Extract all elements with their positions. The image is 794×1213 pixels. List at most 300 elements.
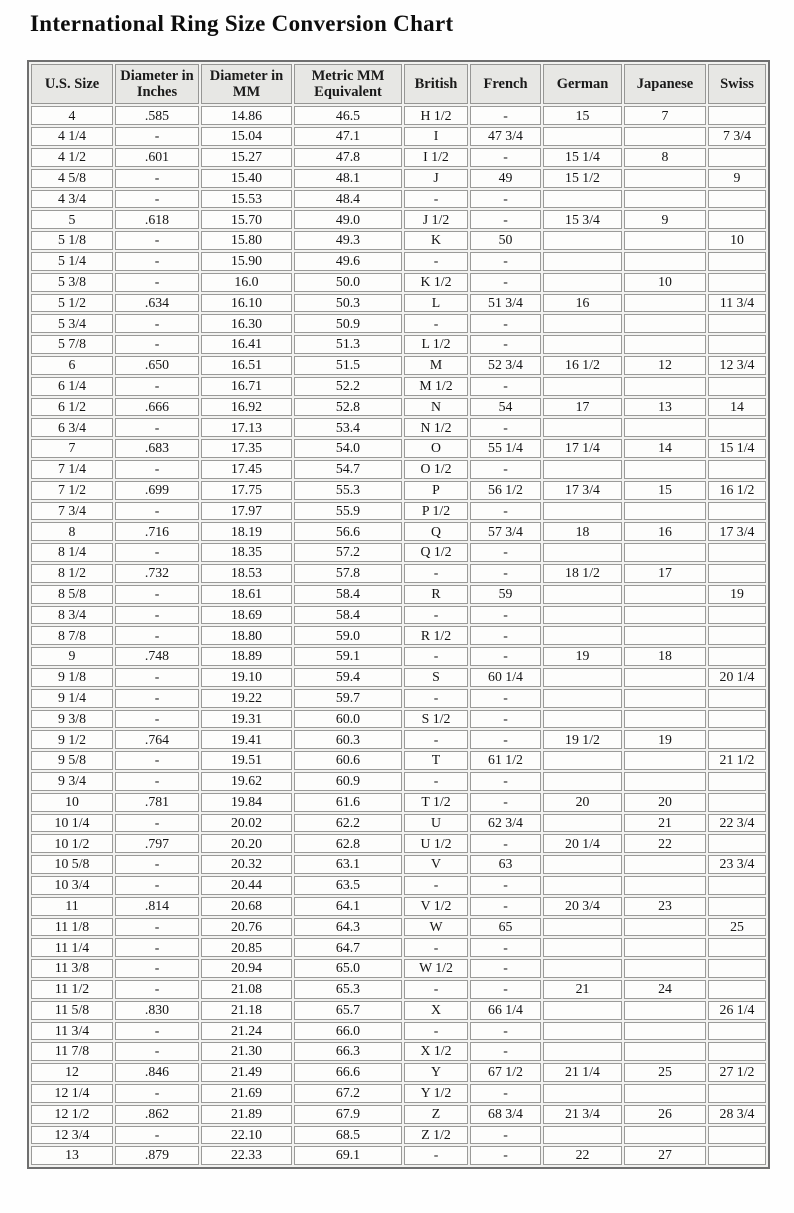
table-row <box>31 834 766 853</box>
table-cell: 19.10 <box>201 668 292 687</box>
table-row <box>31 897 766 916</box>
table-cell: 15.40 <box>201 169 292 188</box>
table-cell: - <box>470 210 541 229</box>
table-cell: - <box>470 1146 541 1165</box>
table-cell: Y <box>404 1063 468 1082</box>
table-row <box>31 190 766 209</box>
table-cell: 11 7/8 <box>31 1042 113 1061</box>
table-cell: 52.8 <box>294 398 402 417</box>
table-cell <box>624 252 706 271</box>
table-cell: 58.4 <box>294 606 402 625</box>
table-cell: T <box>404 751 468 770</box>
table-cell: 17 <box>624 564 706 583</box>
table-cell: 19 <box>708 585 766 604</box>
table-row <box>31 814 766 833</box>
table-cell: 9 1/8 <box>31 668 113 687</box>
table-cell: 53.4 <box>294 418 402 437</box>
table-cell: X <box>404 1001 468 1020</box>
table-row <box>31 751 766 770</box>
table-cell: - <box>470 273 541 292</box>
table-cell: V 1/2 <box>404 897 468 916</box>
table-cell: 19.41 <box>201 730 292 749</box>
table-row <box>31 668 766 687</box>
table-cell <box>543 377 622 396</box>
table-cell: - <box>115 252 199 271</box>
table-cell: 6 1/4 <box>31 377 113 396</box>
table-cell: .862 <box>115 1105 199 1124</box>
table-cell: - <box>404 1146 468 1165</box>
table-cell: 49.6 <box>294 252 402 271</box>
table-cell: 19.84 <box>201 793 292 812</box>
table-cell: 12 1/4 <box>31 1084 113 1103</box>
table-cell <box>543 772 622 791</box>
table-cell: 47.1 <box>294 127 402 146</box>
table-cell: 67.2 <box>294 1084 402 1103</box>
table-cell: R 1/2 <box>404 626 468 645</box>
table-cell: - <box>115 585 199 604</box>
table-cell: 6 <box>31 356 113 375</box>
table-cell: - <box>470 314 541 333</box>
table-cell: 8 <box>624 148 706 167</box>
table-row <box>31 314 766 333</box>
table-cell <box>624 127 706 146</box>
table-cell: 16 <box>624 522 706 541</box>
table-cell: 17.45 <box>201 460 292 479</box>
table-cell: 14.86 <box>201 106 292 125</box>
table-cell: 9 <box>624 210 706 229</box>
table-cell: 21.89 <box>201 1105 292 1124</box>
table-row <box>31 335 766 354</box>
table-cell: 25 <box>624 1063 706 1082</box>
table-row <box>31 148 766 167</box>
table-cell: 64.7 <box>294 938 402 957</box>
table-cell: 7 <box>624 106 706 125</box>
table-row <box>31 1126 766 1145</box>
table-cell <box>543 876 622 895</box>
table-cell <box>708 106 766 125</box>
table-row <box>31 273 766 292</box>
table-cell <box>624 751 706 770</box>
table-cell <box>543 252 622 271</box>
table-cell: - <box>470 938 541 957</box>
table-cell: 66.3 <box>294 1042 402 1061</box>
table-cell: 19 1/2 <box>543 730 622 749</box>
table-cell: .781 <box>115 793 199 812</box>
table-cell: 60.9 <box>294 772 402 791</box>
table-cell <box>543 751 622 770</box>
table-cell: .683 <box>115 439 199 458</box>
table-cell: - <box>470 897 541 916</box>
table-cell: 51.3 <box>294 335 402 354</box>
table-cell: 12 3/4 <box>708 356 766 375</box>
table-cell: .748 <box>115 647 199 666</box>
table-cell: - <box>470 834 541 853</box>
table-cell <box>708 606 766 625</box>
table-row <box>31 106 766 125</box>
table-cell: 19.22 <box>201 689 292 708</box>
table-cell: 16.92 <box>201 398 292 417</box>
table-cell: S 1/2 <box>404 710 468 729</box>
table-cell: 20.68 <box>201 897 292 916</box>
table-cell <box>543 1084 622 1103</box>
table-cell <box>708 689 766 708</box>
table-cell: K 1/2 <box>404 273 468 292</box>
table-cell: .879 <box>115 1146 199 1165</box>
table-cell: .732 <box>115 564 199 583</box>
table-row <box>31 980 766 999</box>
table-cell: J 1/2 <box>404 210 468 229</box>
table-cell <box>543 626 622 645</box>
table-cell: - <box>115 502 199 521</box>
table-cell: U <box>404 814 468 833</box>
table-cell: - <box>115 689 199 708</box>
table-cell: - <box>470 626 541 645</box>
table-cell: 50.9 <box>294 314 402 333</box>
table-row <box>31 1001 766 1020</box>
table-cell: 57.2 <box>294 543 402 562</box>
table-cell: - <box>470 1084 541 1103</box>
table-cell: 18.80 <box>201 626 292 645</box>
table-cell: - <box>115 606 199 625</box>
table-row <box>31 1084 766 1103</box>
table-cell: 23 <box>624 897 706 916</box>
table-cell <box>624 294 706 313</box>
table-row <box>31 918 766 937</box>
table-cell <box>543 502 622 521</box>
column-header: Metric MM Equivalent <box>294 64 402 104</box>
table-cell: - <box>470 980 541 999</box>
table-cell: 15.90 <box>201 252 292 271</box>
table-cell: 27 1/2 <box>708 1063 766 1082</box>
table-cell: - <box>115 231 199 250</box>
table-cell: 18.69 <box>201 606 292 625</box>
table-cell: 46.5 <box>294 106 402 125</box>
table-cell: 50.0 <box>294 273 402 292</box>
table-cell: 61.6 <box>294 793 402 812</box>
table-body <box>31 106 766 1165</box>
column-header: Swiss <box>708 64 766 104</box>
table-cell: 14 <box>708 398 766 417</box>
table-cell: 18.19 <box>201 522 292 541</box>
table-cell <box>624 876 706 895</box>
table-cell: 16 1/2 <box>708 481 766 500</box>
column-header: Japanese <box>624 64 706 104</box>
table-cell: 12 <box>31 1063 113 1082</box>
table-cell: - <box>115 918 199 937</box>
table-cell <box>543 668 622 687</box>
table-cell: 27 <box>624 1146 706 1165</box>
table-row <box>31 231 766 250</box>
table-cell: 16.51 <box>201 356 292 375</box>
table-cell <box>624 1042 706 1061</box>
table-cell: 28 3/4 <box>708 1105 766 1124</box>
table-cell: 50 <box>470 231 541 250</box>
table-cell: 15.04 <box>201 127 292 146</box>
table-cell <box>543 1042 622 1061</box>
table-cell <box>708 834 766 853</box>
table-cell: 20.94 <box>201 959 292 978</box>
table-cell: 9 1/4 <box>31 689 113 708</box>
table-header-row <box>31 64 766 104</box>
table-cell: 65.7 <box>294 1001 402 1020</box>
table-cell: 8 3/4 <box>31 606 113 625</box>
table-cell: 54 <box>470 398 541 417</box>
table-cell: 9 3/8 <box>31 710 113 729</box>
table-cell: 18 <box>543 522 622 541</box>
table-cell: K <box>404 231 468 250</box>
table-cell: 4 1/4 <box>31 127 113 146</box>
table-cell: .585 <box>115 106 199 125</box>
table-cell: 49 <box>470 169 541 188</box>
table-cell: - <box>115 273 199 292</box>
table-cell <box>708 190 766 209</box>
table-cell: - <box>470 876 541 895</box>
table-cell: .830 <box>115 1001 199 1020</box>
table-cell: - <box>470 335 541 354</box>
table-cell: 22.33 <box>201 1146 292 1165</box>
table-cell: - <box>115 418 199 437</box>
table-cell: 12 1/2 <box>31 1105 113 1124</box>
table-cell: 23 3/4 <box>708 855 766 874</box>
table-cell: 18.35 <box>201 543 292 562</box>
table-cell: 8 1/2 <box>31 564 113 583</box>
table-cell <box>708 980 766 999</box>
table-cell: L <box>404 294 468 313</box>
table-cell: 17.97 <box>201 502 292 521</box>
table-cell: - <box>470 689 541 708</box>
table-cell: 5 3/4 <box>31 314 113 333</box>
table-cell: 50.3 <box>294 294 402 313</box>
table-cell <box>708 564 766 583</box>
table-cell: 24 <box>624 980 706 999</box>
table-cell: 17.35 <box>201 439 292 458</box>
table-cell: 58.4 <box>294 585 402 604</box>
table-row <box>31 460 766 479</box>
table-cell <box>708 793 766 812</box>
table-cell: - <box>470 959 541 978</box>
table-cell: 63.5 <box>294 876 402 895</box>
table-cell: J <box>404 169 468 188</box>
table-cell <box>708 1084 766 1103</box>
table-cell: - <box>470 1022 541 1041</box>
table-cell <box>708 897 766 916</box>
table-cell: 65.0 <box>294 959 402 978</box>
table-cell <box>708 938 766 957</box>
table-cell: .634 <box>115 294 199 313</box>
table-cell: 60.3 <box>294 730 402 749</box>
table-cell: 52 3/4 <box>470 356 541 375</box>
table-cell: 25 <box>708 918 766 937</box>
table-cell <box>543 1022 622 1041</box>
table-cell: 16.0 <box>201 273 292 292</box>
table-cell <box>543 1126 622 1145</box>
table-cell: 9 3/4 <box>31 772 113 791</box>
table-cell: - <box>470 377 541 396</box>
table-row <box>31 938 766 957</box>
table-cell: 21.30 <box>201 1042 292 1061</box>
table-cell <box>624 169 706 188</box>
table-cell: M <box>404 356 468 375</box>
table-cell: 6 1/2 <box>31 398 113 417</box>
table-cell: - <box>115 127 199 146</box>
table-cell <box>624 231 706 250</box>
table-row <box>31 127 766 146</box>
table-row <box>31 398 766 417</box>
table-cell: 15.80 <box>201 231 292 250</box>
table-cell <box>708 252 766 271</box>
table-cell: 67.9 <box>294 1105 402 1124</box>
table-cell: 62.2 <box>294 814 402 833</box>
table-cell: - <box>115 169 199 188</box>
table-cell: - <box>404 1022 468 1041</box>
table-cell: 21.24 <box>201 1022 292 1041</box>
table-cell <box>543 606 622 625</box>
table-cell: 11 3/8 <box>31 959 113 978</box>
table-cell: .618 <box>115 210 199 229</box>
table-cell: 62 3/4 <box>470 814 541 833</box>
table-cell: 57 3/4 <box>470 522 541 541</box>
table-cell: 65.3 <box>294 980 402 999</box>
table-cell: 22 <box>624 834 706 853</box>
table-cell <box>624 855 706 874</box>
table-row <box>31 377 766 396</box>
table-cell: 54.0 <box>294 439 402 458</box>
table-row <box>31 356 766 375</box>
table-cell: - <box>115 1126 199 1145</box>
table-cell: 19 <box>624 730 706 749</box>
table-cell <box>708 959 766 978</box>
table-row <box>31 710 766 729</box>
table-cell: 10 <box>708 231 766 250</box>
table-cell <box>543 959 622 978</box>
table-cell: 56 1/2 <box>470 481 541 500</box>
table-cell: 9 <box>31 647 113 666</box>
table-cell: - <box>115 938 199 957</box>
table-cell <box>543 335 622 354</box>
table-cell <box>543 918 622 937</box>
table-cell: 59.7 <box>294 689 402 708</box>
table-cell: 20 1/4 <box>708 668 766 687</box>
table-cell: 20.44 <box>201 876 292 895</box>
table-cell <box>624 502 706 521</box>
table-row <box>31 418 766 437</box>
table-cell <box>543 855 622 874</box>
table-cell: 68 3/4 <box>470 1105 541 1124</box>
table-cell: 11 3/4 <box>708 294 766 313</box>
table-cell: 15.70 <box>201 210 292 229</box>
table-cell <box>624 1022 706 1041</box>
table-cell: 16.71 <box>201 377 292 396</box>
table-cell <box>708 647 766 666</box>
table-cell: W <box>404 918 468 937</box>
table-cell <box>543 127 622 146</box>
table-cell: - <box>470 793 541 812</box>
table-cell <box>624 543 706 562</box>
table-cell: .699 <box>115 481 199 500</box>
table-cell: 60.6 <box>294 751 402 770</box>
table-cell: 59.1 <box>294 647 402 666</box>
table-cell <box>708 1022 766 1041</box>
table-cell: - <box>404 730 468 749</box>
table-cell: 17 3/4 <box>543 481 622 500</box>
table-cell: 65 <box>470 918 541 937</box>
table-cell: 54.7 <box>294 460 402 479</box>
table-cell: 20.20 <box>201 834 292 853</box>
table-cell: 66.0 <box>294 1022 402 1041</box>
table-row <box>31 626 766 645</box>
table-cell: 6 3/4 <box>31 418 113 437</box>
table-cell: - <box>404 564 468 583</box>
table-cell: 21.18 <box>201 1001 292 1020</box>
table-cell: 10 <box>31 793 113 812</box>
table-cell <box>624 585 706 604</box>
table-cell: .846 <box>115 1063 199 1082</box>
table-cell: .650 <box>115 356 199 375</box>
table-cell: 20 <box>543 793 622 812</box>
table-cell <box>543 190 622 209</box>
table-cell <box>624 918 706 937</box>
table-cell: 13 <box>31 1146 113 1165</box>
table-cell: - <box>470 106 541 125</box>
table-row <box>31 252 766 271</box>
table-cell: 16.41 <box>201 335 292 354</box>
table-cell: 51.5 <box>294 356 402 375</box>
table-cell: O 1/2 <box>404 460 468 479</box>
table-cell: 10 5/8 <box>31 855 113 874</box>
table-cell: 8 <box>31 522 113 541</box>
table-cell: 9 5/8 <box>31 751 113 770</box>
table-row <box>31 585 766 604</box>
column-header: U.S. Size <box>31 64 113 104</box>
table-cell: 10 1/2 <box>31 834 113 853</box>
table-cell: - <box>404 190 468 209</box>
table-cell: 18 1/2 <box>543 564 622 583</box>
table-cell: 16 1/2 <box>543 356 622 375</box>
table-cell: Y 1/2 <box>404 1084 468 1103</box>
table-cell: - <box>470 460 541 479</box>
table-row <box>31 876 766 895</box>
table-cell: 15.53 <box>201 190 292 209</box>
table-cell: - <box>470 1126 541 1145</box>
table-cell: .666 <box>115 398 199 417</box>
table-cell: 56.6 <box>294 522 402 541</box>
table-cell: 59.0 <box>294 626 402 645</box>
table-cell: V <box>404 855 468 874</box>
table-cell: Z 1/2 <box>404 1126 468 1145</box>
table-cell: 5 1/8 <box>31 231 113 250</box>
table-cell: - <box>115 980 199 999</box>
table-cell <box>708 730 766 749</box>
table-cell: - <box>404 606 468 625</box>
table-cell: 15 1/4 <box>543 148 622 167</box>
table-cell: 5 7/8 <box>31 335 113 354</box>
table-cell: 18.89 <box>201 647 292 666</box>
table-cell <box>708 335 766 354</box>
table-cell: - <box>404 689 468 708</box>
table-cell: - <box>115 959 199 978</box>
table-row <box>31 1022 766 1041</box>
table-cell: 17.75 <box>201 481 292 500</box>
table-cell <box>624 689 706 708</box>
table-cell: 17 1/4 <box>543 439 622 458</box>
column-header: Diameter in MM <box>201 64 292 104</box>
table-cell: 15 3/4 <box>543 210 622 229</box>
table-cell: 5 <box>31 210 113 229</box>
table-cell <box>624 1001 706 1020</box>
table-cell: 21 1/2 <box>708 751 766 770</box>
table-cell: 11 1/4 <box>31 938 113 957</box>
table-cell: 18.61 <box>201 585 292 604</box>
